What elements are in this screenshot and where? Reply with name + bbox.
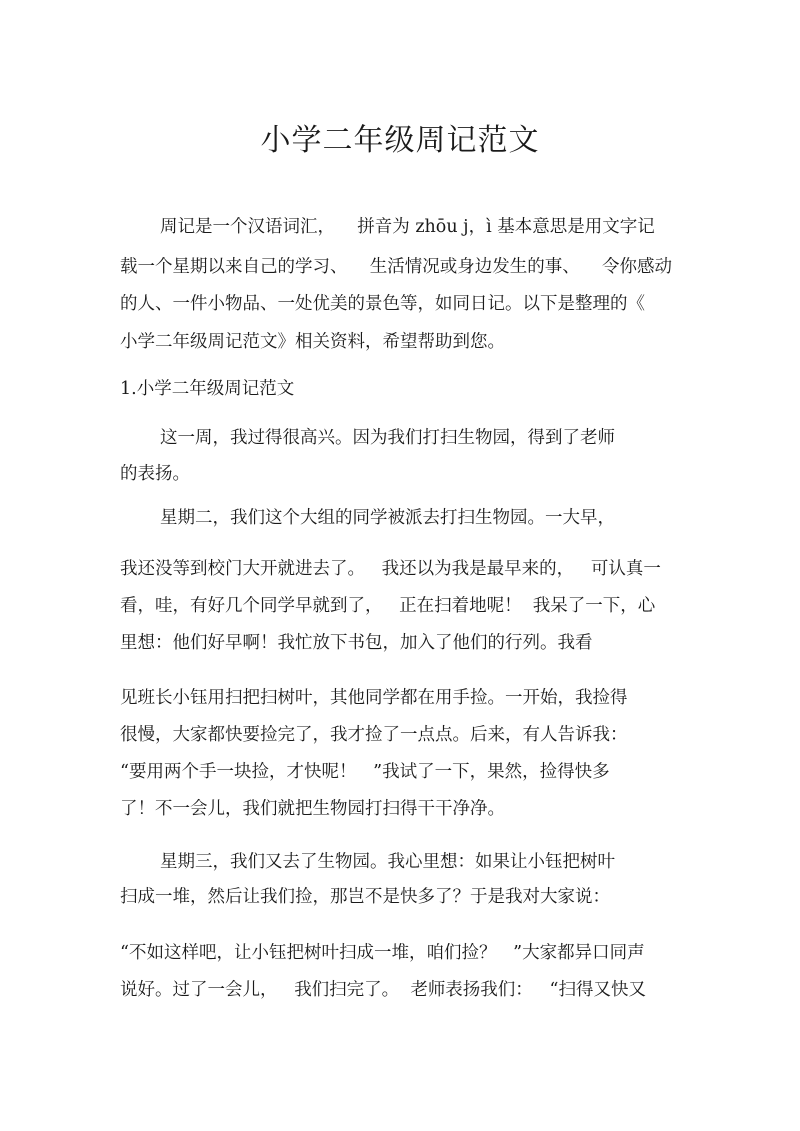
paragraph-line: 了！不一会儿，我们就把生物园打扫得干干净净。	[120, 799, 505, 819]
paragraph-line: 小学二年级周记范文》相关资料，希望帮助到您。	[120, 332, 505, 352]
paragraph-line: 的表扬。	[120, 464, 190, 484]
paragraph-line: 周记是一个汉语词汇， 拼音为 zhōu j，ì 基本意思是用文字记	[160, 217, 655, 237]
paragraph-line: 扫成一堆，然后让我们捡，那岂不是快多了？于是我对大家说：	[120, 887, 610, 907]
paragraph-line: “要用两个手一块捡，才快呢！ ”我试了一下，果然，捡得快多	[120, 762, 610, 782]
document-title: 小学二年级周记范文	[260, 123, 540, 158]
section-heading: 1.小学二年级周记范文	[120, 379, 295, 399]
paragraph-line: 星期三，我们又去了生物园。我心里想：如果让小钰把树叶	[160, 852, 615, 872]
paragraph-line: 里想：他们好早啊！我忙放下书包，加入了他们的行列。我看	[120, 633, 593, 653]
paragraph-line: 见班长小钰用扫把扫树叶，其他同学都在用手捡。一开始，我捡得	[120, 688, 628, 708]
paragraph-line: 的人、一件小物品、一处优美的景色等，如同日记。以下是整理的《	[120, 294, 645, 314]
paragraph-line: 星期二，我们这个大组的同学被派去打扫生物园。一大早，	[160, 508, 615, 528]
paragraph-line: 载一个星期以来自己的学习、 生活情况或身边发生的事、 令你感动	[120, 257, 672, 277]
paragraph-line: 很慢，大家都快要捡完了，我才捡了一点点。后来，有人告诉我：	[120, 725, 628, 745]
paragraph-line: 说好。过了一会儿， 我们扫完了。 老师表扬我们： “扫得又快又	[120, 980, 646, 1000]
paragraph-line: 这一周，我过得很高兴。因为我们打扫生物园，得到了老师	[160, 428, 615, 448]
paragraph-line: 我还没等到校门大开就进去了。 我还以为我是最早来的， 可认真一	[120, 559, 661, 579]
paragraph-line: 看，哇，有好几个同学早就到了， 正在扫着地呢！ 我呆了一下，心	[120, 596, 656, 616]
paragraph-line: “不如这样吧，让小钰把树叶扫成一堆，咱们捡？ ”大家都异口同声	[120, 943, 645, 963]
